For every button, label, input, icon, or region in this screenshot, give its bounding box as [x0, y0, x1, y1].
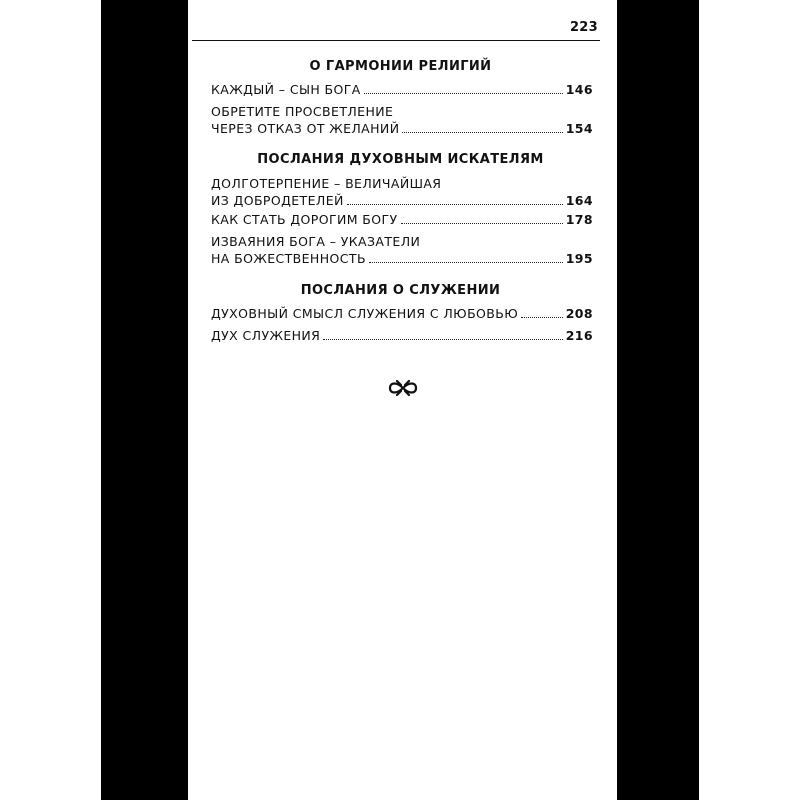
left-border [101, 0, 188, 800]
leader-dots [364, 92, 563, 94]
entry-title-line2: ЧЕРЕЗ ОТКАЗ ОТ ЖЕЛАНИЙ [211, 121, 400, 136]
entry-page-number: 146 [565, 82, 593, 97]
entry-title: КАЖДЫЙ – СЫН БОГА [211, 82, 361, 97]
entry-title-line2: ИЗ ДОБРОДЕТЕЛЕЙ [211, 193, 344, 208]
entry-page-number: 164 [565, 193, 593, 208]
toc-entry[interactable] [211, 211, 593, 228]
section-title: О ГАРМОНИИ РЕЛИГИЙ [309, 59, 492, 74]
entry-page-number: 195 [565, 251, 593, 266]
toc-entry[interactable] [211, 305, 593, 322]
entry-page-number: 154 [565, 121, 593, 136]
leader-dots [347, 203, 563, 205]
book-page [188, 0, 617, 800]
section-title: ПОСЛАНИЯ ДУХОВНЫМ ИСКАТЕЛЯМ [257, 152, 544, 167]
toc-entry[interactable] [211, 81, 593, 98]
right-border [617, 0, 699, 800]
entry-title-line1: ДОЛГОТЕРПЕНИЕ – ВЕЛИЧАЙШАЯ [211, 176, 442, 191]
toc-entry[interactable] [211, 327, 593, 344]
leader-dots [401, 222, 563, 224]
toc-entry[interactable] [211, 103, 593, 137]
page-number: 223 [569, 20, 598, 35]
knot-ornament-icon [387, 378, 419, 403]
entry-page-number: 208 [565, 306, 593, 321]
entry-title-line1: ИЗВАЯНИЯ БОГА – УКАЗАТЕЛИ [211, 234, 421, 249]
entry-title-line2: НА БОЖЕСТВЕННОСТЬ [211, 251, 366, 266]
header-rule [192, 40, 600, 41]
leader-dots [323, 338, 562, 340]
entry-title-line1: ОБРЕТИТЕ ПРОСВЕТЛЕНИЕ [211, 104, 394, 119]
leader-dots [402, 131, 562, 133]
entry-title: КАК СТАТЬ ДОРОГИМ БОГУ [211, 212, 398, 227]
toc-entry[interactable] [211, 233, 593, 267]
leader-dots [521, 316, 563, 318]
entry-title: ДУХ СЛУЖЕНИЯ [211, 328, 321, 343]
entry-page-number: 216 [565, 328, 593, 343]
toc-entry[interactable] [211, 175, 593, 209]
leader-dots [369, 261, 563, 263]
entry-title: ДУХОВНЫЙ СМЫСЛ СЛУЖЕНИЯ С ЛЮБОВЬЮ [211, 306, 519, 321]
section-title: ПОСЛАНИЯ О СЛУЖЕНИИ [300, 283, 501, 298]
ornament-container [188, 378, 617, 403]
entry-page-number: 178 [565, 212, 593, 227]
